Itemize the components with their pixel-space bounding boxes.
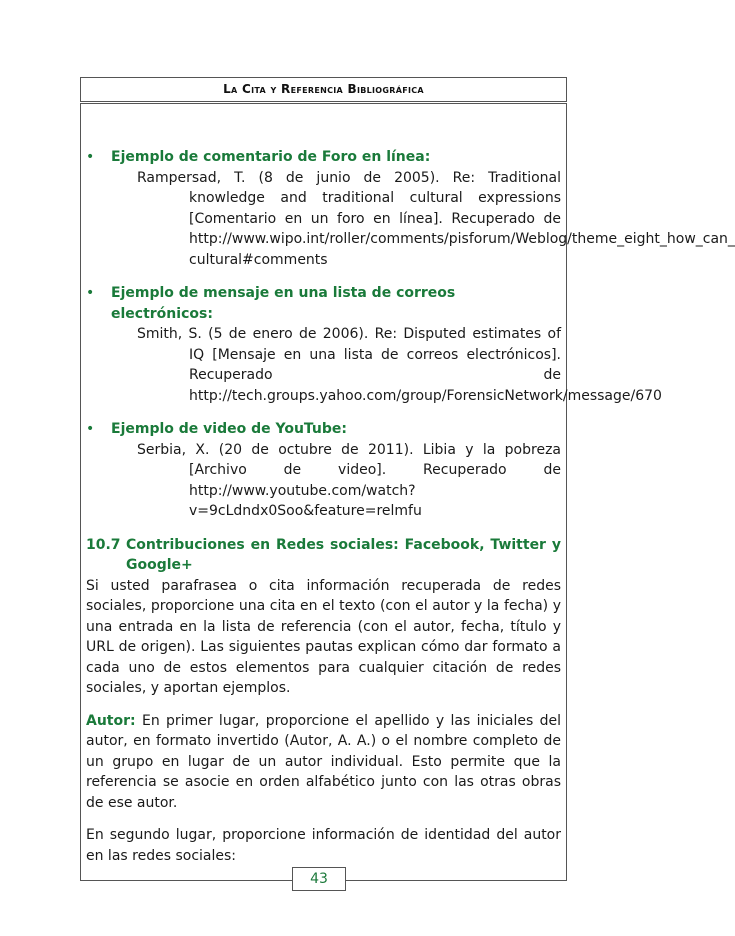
item-reference: Serbia, X. (20 de octubre de 2011). Libia y la pobreza [Archivo de video]. Recuperado de http://www.youtube.com/watch?v=9cLdndx0Soo&feature=relmfu xyxy=(137,441,561,519)
section-title: Contribuciones en Redes sociales: Facebook, Twitter y Google+ xyxy=(126,536,561,573)
item-heading: Ejemplo de mensaje en una lista de correos electrónicos: xyxy=(111,285,456,322)
running-header-frame xyxy=(80,77,567,102)
section-number: 10.7 xyxy=(86,536,121,553)
bullet-marker: • xyxy=(86,149,95,165)
item-heading: Ejemplo de comentario de Foro en línea: xyxy=(111,149,431,165)
author-paragraph xyxy=(86,711,561,814)
page-content xyxy=(86,147,735,878)
list-item xyxy=(86,147,735,270)
running-header-title: La Cita y Referencia Bibliográfica xyxy=(223,82,424,96)
item-reference: Rampersad, T. (8 de junio de 2005). Re: Traditional knowledge and traditional cultural expressions [Comentario en un foro en línea]. Recuperado de http://www.wipo.int/roller/comments/pisforum/Weblog/theme_eight_how_can_ cultural#comments xyxy=(137,169,735,268)
bullet-marker: • xyxy=(86,285,95,301)
author-label: Autor: xyxy=(86,712,136,729)
list-item xyxy=(86,419,561,522)
author-text: En primer lugar, proporcione el apellido y las iniciales del autor, en formato invertido (Autor, A. A.) o el nombre completo de un grupo en lugar de un autor individual. Esto permite que la referencia se asocie en orden alfabético junto con las otras obras de ese autor. xyxy=(86,712,561,811)
section-heading xyxy=(86,535,561,576)
section xyxy=(86,535,561,867)
bullet-marker: • xyxy=(86,421,95,437)
section-intro: Si usted parafrasea o cita información recuperada de redes sociales, proporcione una cita en el texto (con el autor y la fecha) y una entrada en la lista de referencia (con el autor, fecha, título y URL de origen). Las siguientes pautas explican cómo dar formato a cada uno de estos elementos para cualquier citación de redes sociales, y aportan ejemplos. xyxy=(86,577,561,696)
second-paragraph: En segundo lugar, proporcione información de identidad del autor en las redes sociales: xyxy=(86,827,561,864)
list-item xyxy=(86,283,662,406)
item-reference: Smith, S. (5 de enero de 2006). Re: Disputed estimates of IQ [Mensaje en una lista de correos electrónicos]. Recuperado de http://tech.groups.yahoo.com/group/ForensicNetwork/message/670 xyxy=(137,326,662,404)
page-number: 43 xyxy=(292,867,346,891)
item-heading: Ejemplo de video de YouTube: xyxy=(111,421,348,437)
